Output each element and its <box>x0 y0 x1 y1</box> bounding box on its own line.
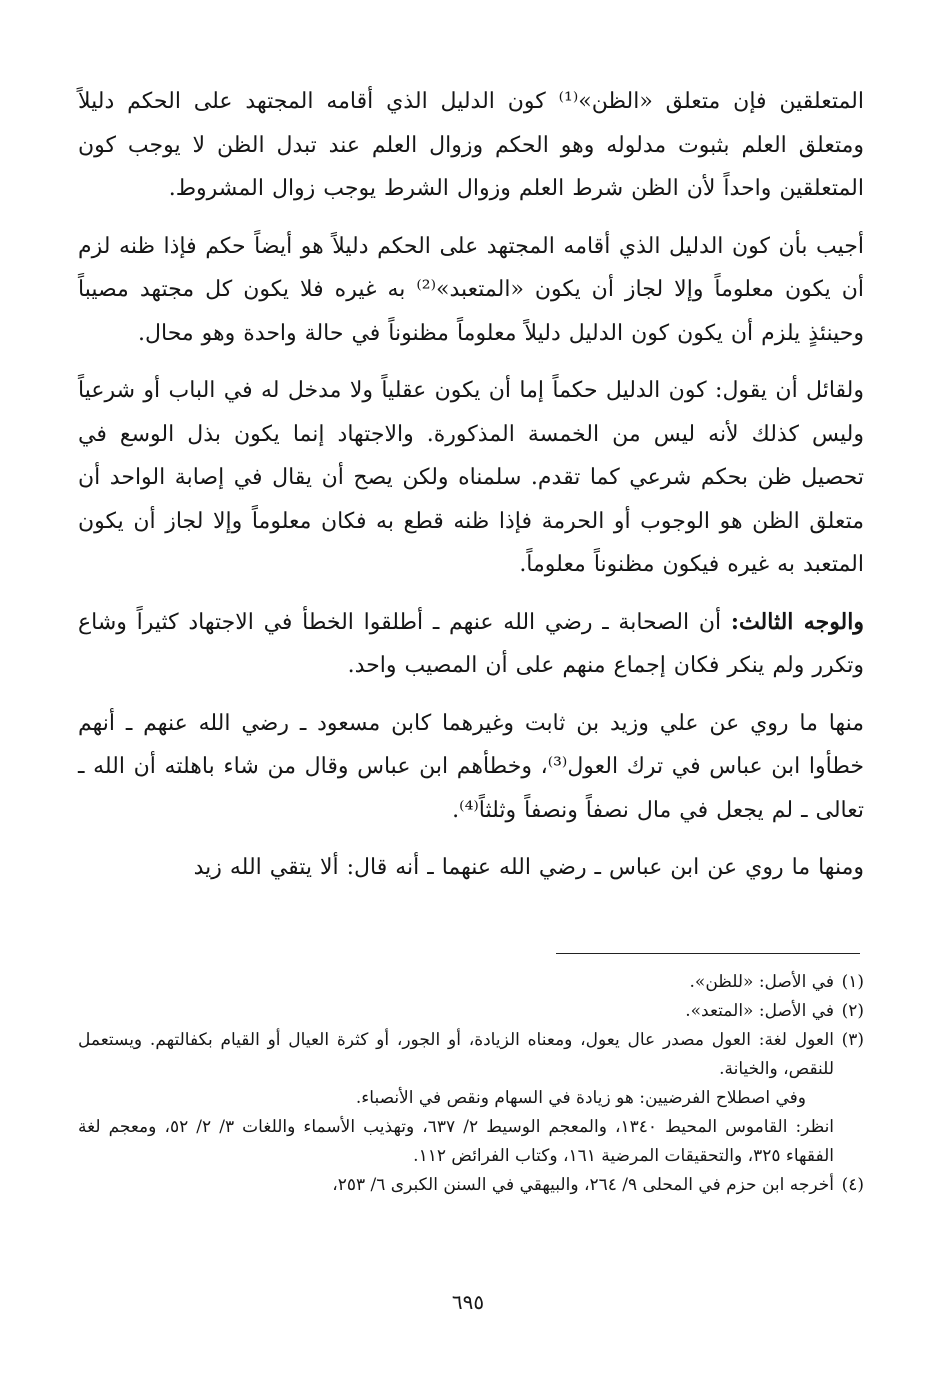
section-heading: والوجه الثالث: <box>730 608 864 635</box>
footnote-1-text: في الأصل: «للظن». <box>689 972 834 992</box>
paragraph-2: أجيب بأن كون الدليل الذي أقامه المجتهد على الحكم دليلاً هو أيضاً حكم فإذا ظنه لزم أن يكون معلوماً وإلا لجاز أن يكون «المتعبد»⁽²⁾ به غيره فلا يكون كل مجتهد مصيباً وحينئذٍ يلزم أن يكون كون الدليل دليلاً معلوماً مظنوناً في حالة واحدة وهو محال. <box>78 233 864 346</box>
footnote-separator <box>556 953 860 954</box>
footnote-3-definition: وفي اصطلاح الفرضيين: هو زيادة في السهام ونقص في الأنصباء. <box>355 1088 806 1108</box>
footnote-2 <box>78 997 864 1026</box>
footnote-1-number: (١) <box>841 972 864 992</box>
footnote-2-number: (٢) <box>841 1001 864 1021</box>
paragraph-4 <box>78 601 864 688</box>
footnote-4-text: أخرجه ابن حزم في المحلى ٩/ ٢٦٤، والبيهقي في السنن الكبرى ٦/ ٢٥٣، <box>332 1175 834 1195</box>
paragraph-3: ولقائل أن يقول: كون الدليل حكماً إما أن يكون عقلياً ولا مدخل له في الباب أو شرعياً وليس كذلك لأنه ليس من الخمسة المذكورة. والاجتهاد إنما يكون بذل الوسع في تحصيل ظن بحكم شرعي كما تقدم. سلمناه ولكن يصح أن يقال في إصابة الواحد أن متعلق الظن هو الوجوب أو الحرمة فإذا ظنه قطع به فكان معلوماً وإلا لجاز أن يكون المتعبد به غيره فيكون مظنوناً معلوماً. <box>78 378 864 577</box>
footnote-3 <box>78 1026 864 1084</box>
footnote-3-number: (٣) <box>841 1030 864 1050</box>
paragraph-1: المتعلقين فإن متعلق «الظن»⁽¹⁾ كون الدليل الذي أقامه المجتهد على الحكم دليلاً ومتعلق العلم بثبوت مدلوله وهو الحكم وزوال العلم عند تبدل الظن لا يوجب كون المتعلقين واحداً لأن الظن شرط العلم وزوال الشرط يوجب زوال المشروط. <box>78 89 864 201</box>
footnote-2-text: في الأصل: «المتعد». <box>685 1001 834 1021</box>
footnote-3-references: انظر: القاموس المحيط ١٣٤٠، والمعجم الوسيط ٢/ ٦٣٧، وتهذيب الأسماء واللغات ٣/ ٢/ ٥٢، ومعجم لغة الفقهاء ٣٢٥، والتحقيقات المرضية ١٦١، وكتاب الفرائض ١١٢. <box>78 1117 835 1166</box>
paragraph-5: منها ما روي عن علي وزيد بن ثابت وغيرهما كابن مسعود ـ رضي الله عنهم ـ أنهم خطأوا ابن عباس في ترك العول⁽³⁾، وخطأهم ابن عباس وقال من شاء باهلته أن الله ـ تعالى ـ لم يجعل في مال نصفاً ونصفاً وثلثاً⁽⁴⁾. <box>78 710 864 823</box>
paragraph-6: ومنها ما روي عن ابن عباس ـ رضي الله عنهما ـ أنه قال: ألا يتقي الله زيد <box>193 855 864 880</box>
footnotes <box>78 968 864 1200</box>
main-text <box>78 80 864 904</box>
footnote-4-number: (٤) <box>841 1175 864 1195</box>
page-number: ٦٩٥ <box>451 1290 485 1314</box>
footnote-1 <box>78 968 864 997</box>
footnote-3-text: العول لغة: العول مصدر عال يعول، ومعناه الزيادة، أو الجور، أو كثرة العيال أو القيام بكفالتهم. ويستعمل للنقص، والخيانة. <box>78 1030 834 1079</box>
paragraph-4-text: أن الصحابة ـ رضي الله عنهم ـ أطلقوا الخطأ في الاجتهاد كثيراً وشاع وتكرر ولم ينكر فكان إجماع منهم على أن المصيب واحد. <box>78 609 864 678</box>
footnote-4 <box>78 1171 864 1200</box>
